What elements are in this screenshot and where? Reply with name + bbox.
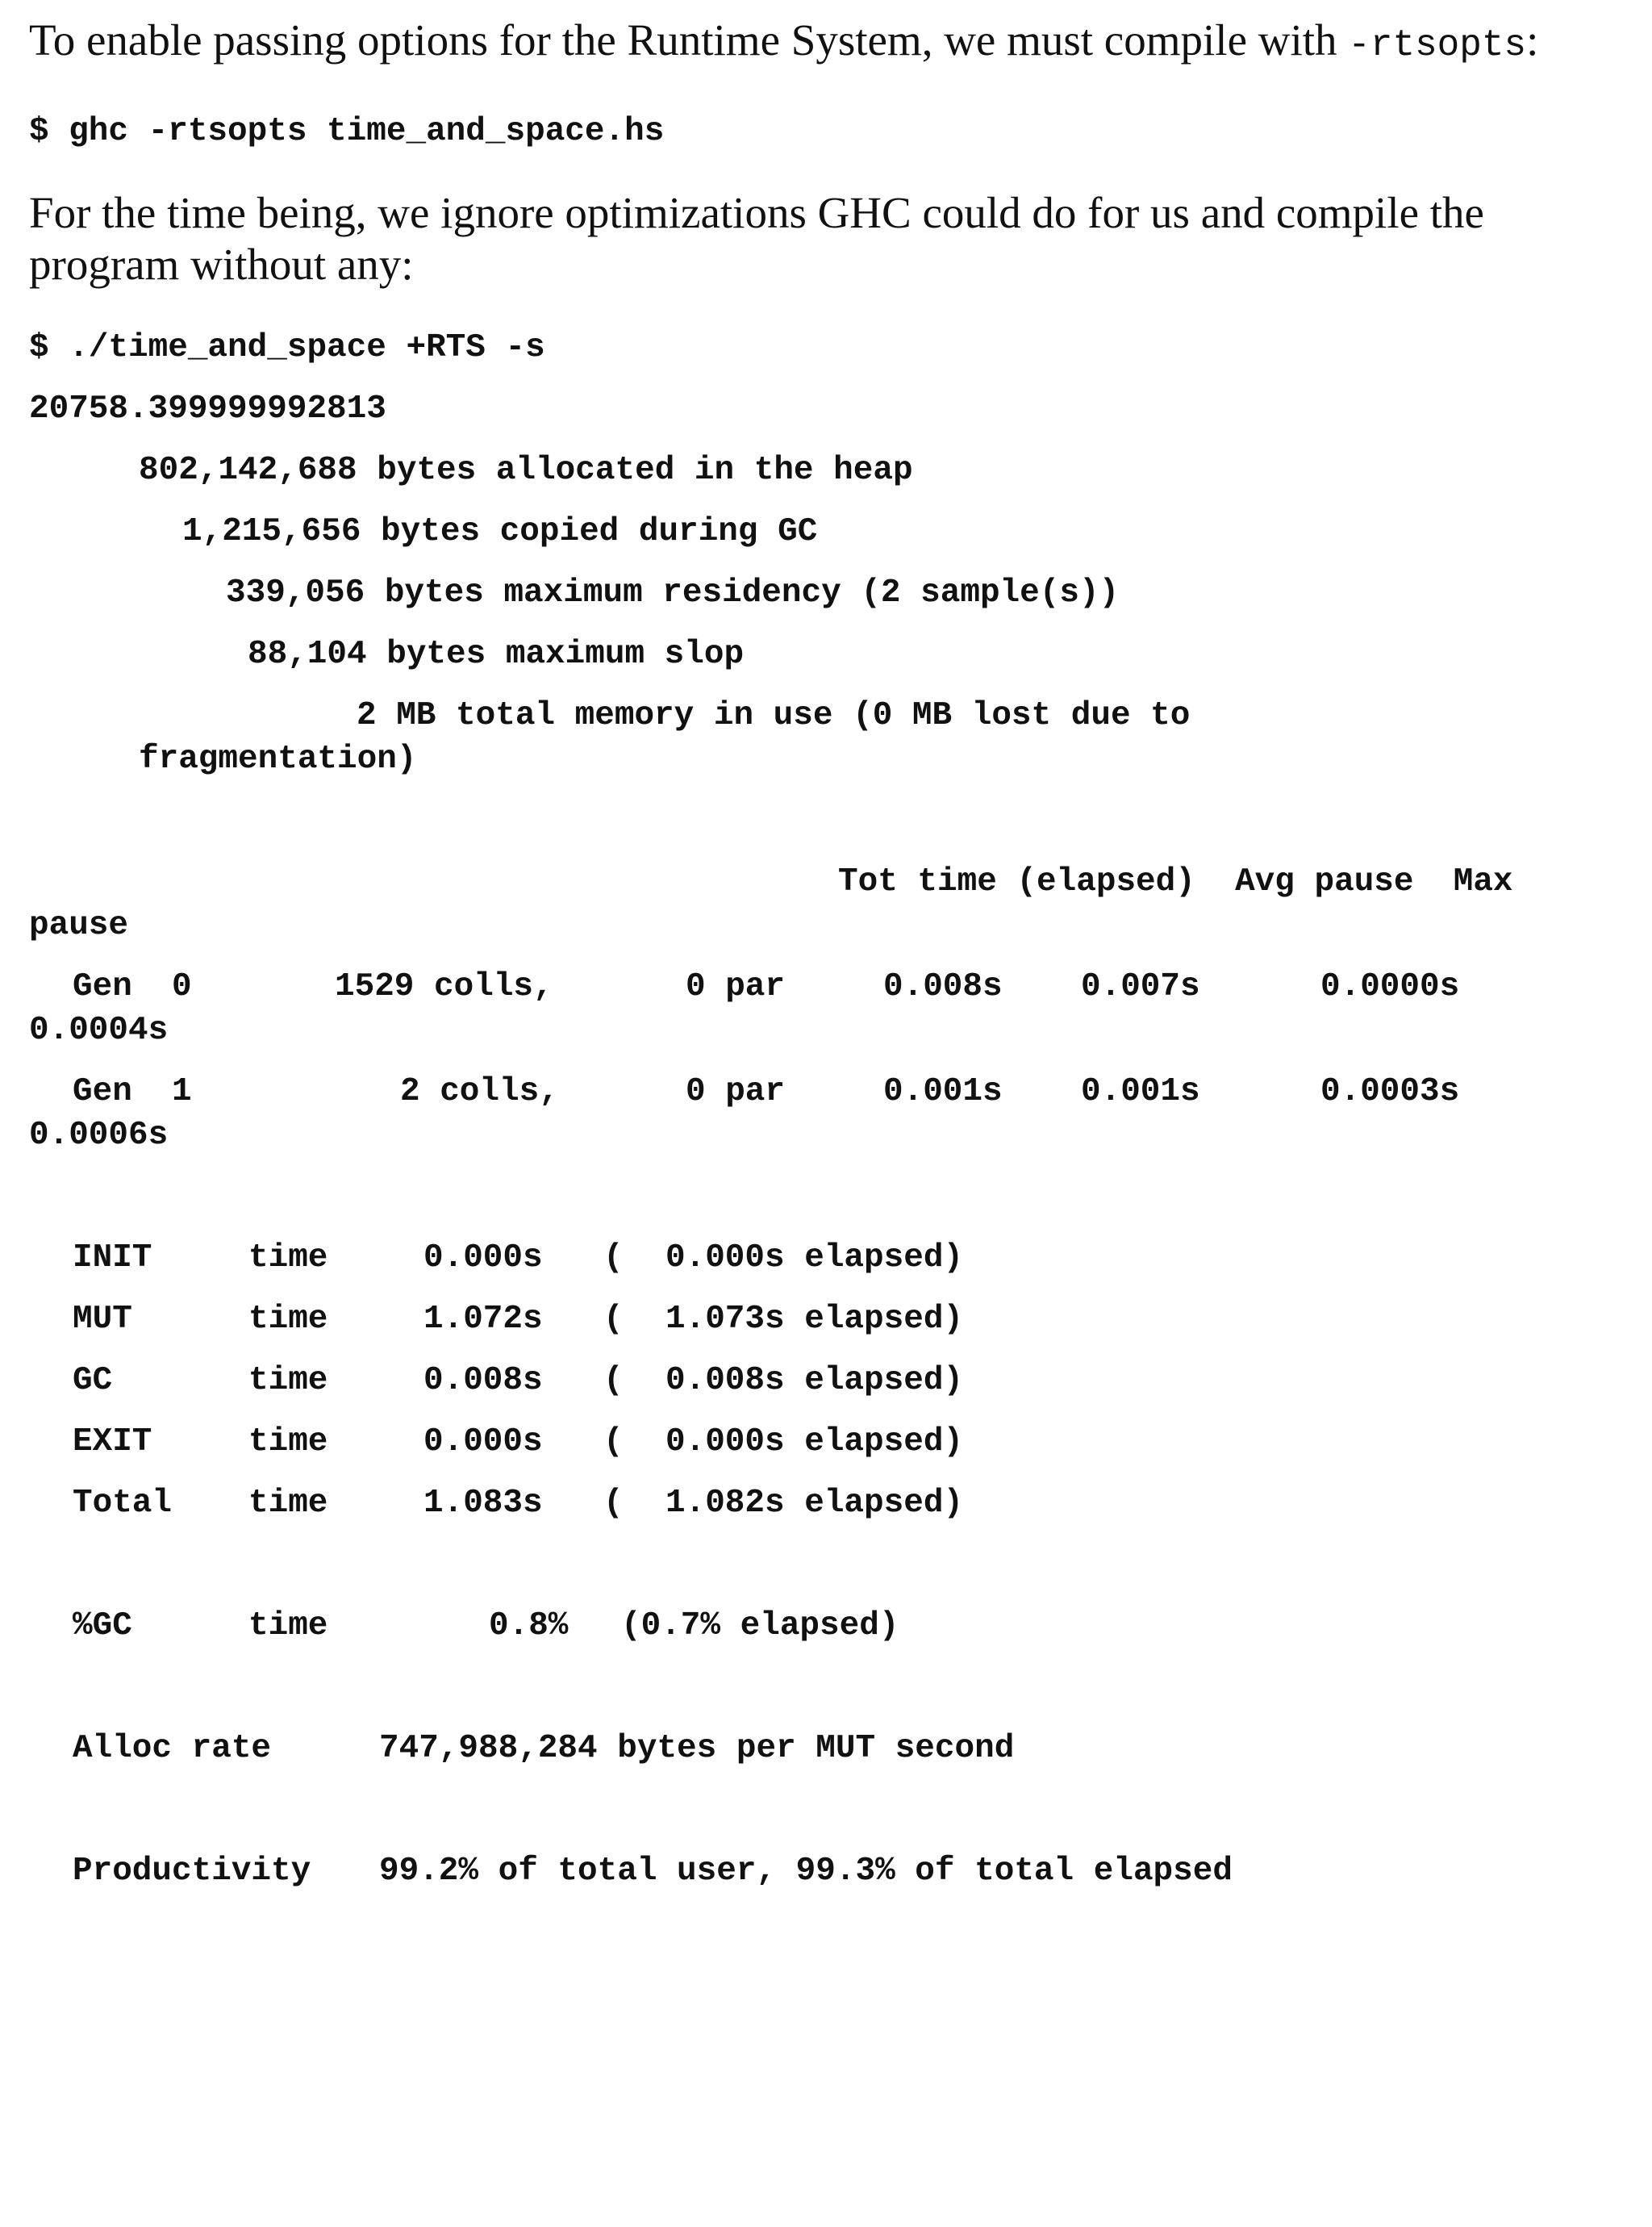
gc-max-pause: 0.0006s <box>29 1117 169 1154</box>
alloc-rate-label: Alloc rate <box>73 1730 272 1767</box>
gc-colls: 1529 colls, <box>335 968 553 1005</box>
intro-text: To enable passing options for the Runtime System, we must compile with <box>29 15 1349 65</box>
gc-gen-label: Gen 0 <box>73 968 192 1005</box>
heap-stat-wrap: fragmentation) <box>139 741 417 778</box>
gc-avg-pause: 0.0000s <box>1320 968 1460 1005</box>
gc-tot-time: 0.008s <box>883 968 1003 1005</box>
gc-pct-label: %GC <box>73 1607 132 1644</box>
intro-paragraph <box>29 15 1626 71</box>
time-paren: ( <box>603 1301 624 1338</box>
run-command: $ ./time_and_space +RTS -s <box>29 329 545 366</box>
time-paren: ( <box>603 1423 624 1460</box>
time-value: 1.083s <box>423 1485 543 1522</box>
time-word: time <box>248 1423 328 1460</box>
gc-elapsed-time: 0.001s <box>1081 1073 1200 1110</box>
time-word: time <box>248 1362 328 1399</box>
intro-end: : <box>1526 15 1539 65</box>
gc-colls: 2 colls, <box>400 1073 559 1110</box>
time-elapsed: 1.073s elapsed) <box>665 1301 964 1338</box>
time-elapsed: 1.082s elapsed) <box>665 1485 964 1522</box>
time-value: 0.008s <box>423 1362 543 1399</box>
heap-stat-line: 2 MB total memory in use (0 MB lost due to <box>357 697 1191 734</box>
optimizations-paragraph: For the time being, we ignore optimizations GHC could do for us and compile the program without any: <box>29 188 1484 289</box>
alloc-rate-value: 747,988,284 bytes per MUT second <box>379 1730 1015 1767</box>
time-elapsed: 0.000s elapsed) <box>665 1423 964 1460</box>
time-value: 1.072s <box>423 1301 543 1338</box>
time-label: EXIT <box>73 1423 152 1460</box>
compile-command: $ ghc -rtsopts time_and_space.hs <box>29 113 665 150</box>
gc-pct-elapsed: (0.7% elapsed) <box>621 1607 899 1644</box>
gc-par: 0 par <box>686 968 786 1005</box>
heap-stat-line: 339,056 bytes maximum residency (2 sample(s)) <box>226 575 1120 612</box>
time-word: time <box>248 1301 328 1338</box>
gc-max-pause: 0.0004s <box>29 1012 169 1049</box>
gc-elapsed-time: 0.007s <box>1081 968 1200 1005</box>
time-label: MUT <box>73 1301 132 1338</box>
gc-table-header-wrap: pause <box>29 907 129 944</box>
heap-stat-line: 1,215,656 bytes copied during GC <box>182 513 818 550</box>
time-label: GC <box>73 1362 113 1399</box>
time-label: Total <box>73 1485 173 1522</box>
time-label: INIT <box>73 1239 152 1276</box>
time-elapsed: 0.008s elapsed) <box>665 1362 964 1399</box>
productivity-value: 99.2% of total user, 99.3% of total elapsed <box>379 1853 1233 1890</box>
gc-tot-time: 0.001s <box>883 1073 1003 1110</box>
time-paren: ( <box>603 1239 624 1276</box>
time-word: time <box>248 1485 328 1522</box>
gc-gen-label: Gen 1 <box>73 1073 192 1110</box>
time-paren: ( <box>603 1362 624 1399</box>
gc-avg-pause: 0.0003s <box>1320 1073 1460 1110</box>
gc-table-header: Tot time (elapsed) Avg pause Max <box>838 863 1513 900</box>
time-word: time <box>248 1239 328 1276</box>
rtsopts-flag: -rtsopts <box>1348 24 1527 66</box>
time-paren: ( <box>603 1485 624 1522</box>
time-elapsed: 0.000s elapsed) <box>665 1239 964 1276</box>
time-value: 0.000s <box>423 1239 543 1276</box>
gc-par: 0 par <box>686 1073 786 1110</box>
program-result: 20758.399999992813 <box>29 391 386 428</box>
heap-stat-line: 88,104 bytes maximum slop <box>248 636 745 673</box>
productivity-label: Productivity <box>73 1853 311 1890</box>
heap-stat-line: 802,142,688 bytes allocated in the heap <box>139 452 913 489</box>
gc-pct-value: 0.8% <box>489 1607 569 1644</box>
time-value: 0.000s <box>423 1423 543 1460</box>
gc-pct-word: time <box>248 1607 328 1644</box>
